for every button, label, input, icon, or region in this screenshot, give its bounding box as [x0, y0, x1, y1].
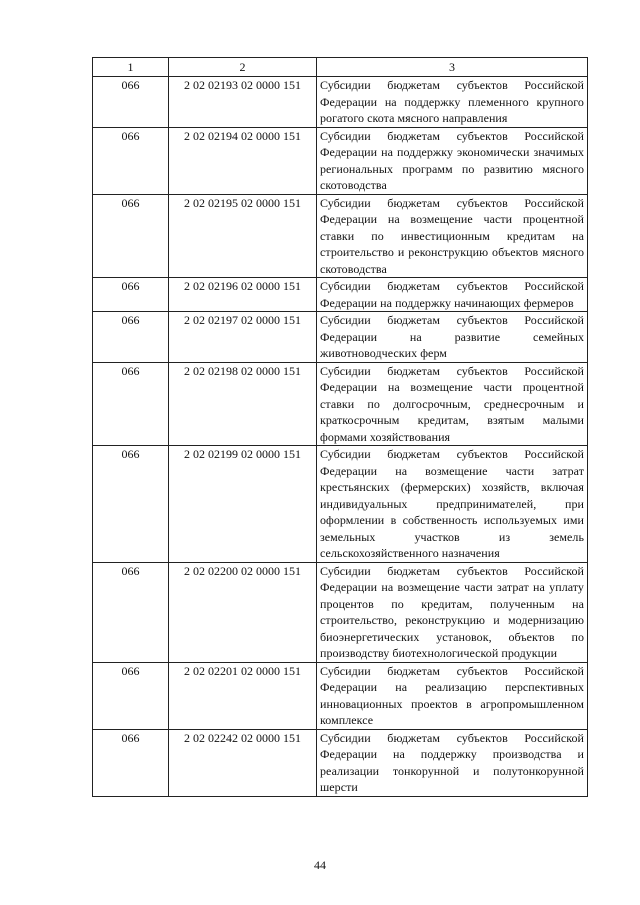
- revenue-code-cell: 2 02 02194 02 0000 151: [169, 127, 317, 194]
- revenue-code-cell: 2 02 02195 02 0000 151: [169, 194, 317, 278]
- table-header: [93, 58, 588, 77]
- column-header-3: 3: [317, 58, 588, 77]
- page-number: 44: [314, 858, 326, 872]
- revenue-code-cell: 2 02 02198 02 0000 151: [169, 362, 317, 446]
- admin-code-cell: 066: [93, 362, 169, 446]
- budget-classification-table: [92, 57, 588, 797]
- admin-code-cell: 066: [93, 312, 169, 363]
- table-row: [93, 127, 588, 194]
- revenue-name-cell: Субсидии бюджетам субъектов Российской Федерации на возмещение части процентной ставки по инвестиционным кредитам на строительство и реконструкцию объектов мясного скотоводства: [317, 194, 588, 278]
- table-body: [93, 77, 588, 797]
- revenue-name-cell: Субсидии бюджетам субъектов Российской Федерации на поддержку экономически значимых региональных программ по развитию мясного скотоводства: [317, 127, 588, 194]
- revenue-name-cell: Субсидии бюджетам субъектов Российской Федерации на реализацию перспективных инновационных проектов в агропромышленном комплексе: [317, 662, 588, 729]
- revenue-code-cell: 2 02 02193 02 0000 151: [169, 77, 317, 128]
- revenue-code-cell: 2 02 02197 02 0000 151: [169, 312, 317, 363]
- column-header-1: 1: [93, 58, 169, 77]
- admin-code-cell: 066: [93, 127, 169, 194]
- revenue-name-cell: Субсидии бюджетам субъектов Российской Федерации на поддержку производства и реализации тонкорунной и полутонкорунной шерсти: [317, 729, 588, 796]
- revenue-code-cell: 2 02 02201 02 0000 151: [169, 662, 317, 729]
- revenue-code-cell: 2 02 02199 02 0000 151: [169, 446, 317, 563]
- table-row: [93, 278, 588, 312]
- table-row: [93, 729, 588, 796]
- revenue-name-cell: Субсидии бюджетам субъектов Российской Федерации на развитие семейных животноводческих ферм: [317, 312, 588, 363]
- revenue-name-cell: Субсидии бюджетам субъектов Российской Федерации на возмещение части процентной ставки по долгосрочным, среднесрочным и краткосрочным кредитам, взятым малыми формами хозяйствования: [317, 362, 588, 446]
- admin-code-cell: 066: [93, 729, 169, 796]
- header-row: [93, 58, 588, 77]
- table-row: [93, 312, 588, 363]
- admin-code-cell: 066: [93, 662, 169, 729]
- admin-code-cell: 066: [93, 77, 169, 128]
- table-row: [93, 562, 588, 662]
- revenue-name-cell: Субсидии бюджетам субъектов Российской Федерации на поддержку начинающих фермеров: [317, 278, 588, 312]
- table-row: [93, 662, 588, 729]
- revenue-name-cell: Субсидии бюджетам субъектов Российской Федерации на возмещение части затрат крестьянских (фермерских) хозяйств, включая индивидуальных предпринимателей, при оформлении в собственность используемых ими земельных участков из земель сельскохозяйственного назначения: [317, 446, 588, 563]
- table-row: [93, 194, 588, 278]
- revenue-name-cell: Субсидии бюджетам субъектов Российской Федерации на возмещение части затрат на уплату процентов по кредитам, полученным на строительство, реконструкцию и модернизацию биоэнергетических установок, объектов по производству биотехнологической продукции: [317, 562, 588, 662]
- admin-code-cell: 066: [93, 446, 169, 563]
- revenue-code-cell: 2 02 02242 02 0000 151: [169, 729, 317, 796]
- admin-code-cell: 066: [93, 194, 169, 278]
- revenue-name-cell: Субсидии бюджетам субъектов Российской Федерации на поддержку племенного крупного рогатого скота мясного направления: [317, 77, 588, 128]
- table-row: [93, 362, 588, 446]
- revenue-code-cell: 2 02 02196 02 0000 151: [169, 278, 317, 312]
- table-row: [93, 446, 588, 563]
- admin-code-cell: 066: [93, 562, 169, 662]
- table-row: [93, 77, 588, 128]
- admin-code-cell: 066: [93, 278, 169, 312]
- revenue-code-cell: 2 02 02200 02 0000 151: [169, 562, 317, 662]
- column-header-2: 2: [169, 58, 317, 77]
